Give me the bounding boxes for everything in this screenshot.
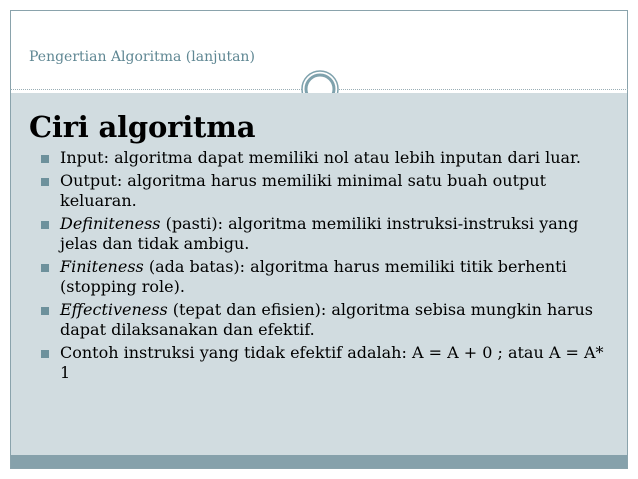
slide-heading: Ciri algoritma [29, 110, 256, 144]
bullet-item [41, 148, 611, 168]
bullet-list [41, 148, 611, 386]
bullet-item [41, 257, 611, 297]
square-bullet-icon [41, 350, 49, 358]
square-bullet-icon [41, 307, 49, 315]
bullet-text: (tepat dan efisien): algoritma sebisa mungkin harus dapat dilaksanakan dan efektif. [60, 300, 593, 339]
bullet-item [41, 171, 611, 211]
square-bullet-icon [41, 178, 49, 186]
bullet-text: (pasti): algoritma memiliki instruksi-instruksi yang jelas dan tidak ambigu. [60, 214, 579, 253]
footer-bar [11, 455, 627, 468]
bullet-text: Contoh instruksi yang tidak efektif adalah: A = A + 0 ; atau A = A* 1 [60, 343, 604, 382]
bullet-item [41, 214, 611, 254]
slide-title: Pengertian Algoritma (lanjutan) [29, 49, 255, 65]
square-bullet-icon [41, 221, 49, 229]
bullet-term: Finiteness [60, 257, 144, 276]
bullet-text: Output: algoritma harus memiliki minimal satu buah output keluaran. [60, 171, 546, 210]
bullet-item [41, 300, 611, 340]
square-bullet-icon [41, 155, 49, 163]
square-bullet-icon [41, 264, 49, 272]
bullet-text: (ada batas): algoritma harus memiliki titik berhenti (stopping role). [60, 257, 567, 296]
bullet-term: Effectiveness [60, 300, 168, 319]
bullet-item [41, 343, 611, 383]
bullet-term: Definiteness [60, 214, 161, 233]
bullet-text: Input: algoritma dapat memiliki nol atau lebih inputan dari luar. [60, 148, 582, 167]
